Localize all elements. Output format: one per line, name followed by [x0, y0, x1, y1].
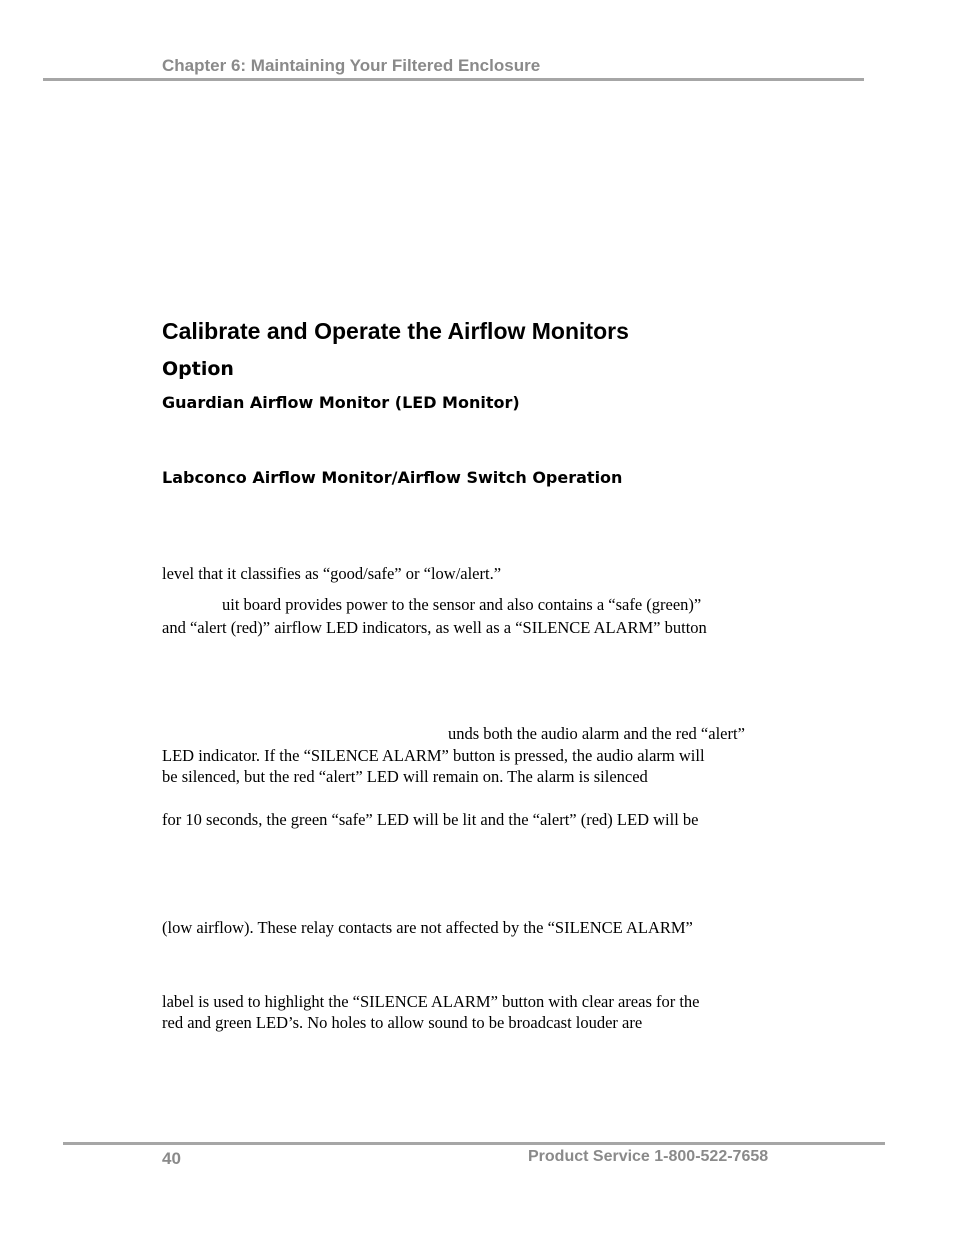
option-heading: Option [162, 358, 234, 380]
body-line: level that it classifies as “good/safe” or “low/alert.” [162, 564, 502, 583]
body-line: (low airflow). These relay contacts are not affected by the “SILENCE ALARM” [162, 918, 693, 937]
body-line: LED indicator. If the “SILENCE ALARM” button is pressed, the audio alarm will [162, 746, 705, 765]
labconco-monitor-heading: Labconco Airflow Monitor/Airflow Switch Operation [162, 468, 623, 487]
footer-divider [63, 1142, 885, 1145]
body-line: uit board provides power to the sensor and also contains a “safe (green)” [222, 595, 702, 614]
body-line: for 10 seconds, the green “safe” LED will be lit and the “alert” (red) LED will be [162, 810, 699, 829]
body-line: be silenced, but the red “alert” LED will remain on. The alarm is silenced [162, 767, 648, 786]
header-divider [43, 78, 864, 81]
product-service-phone: Product Service 1-800-522-7658 [528, 1148, 769, 1165]
body-line: label is used to highlight the “SILENCE ALARM” button with clear areas for the [162, 992, 700, 1011]
guardian-monitor-heading: Guardian Airflow Monitor (LED Monitor) [162, 393, 520, 412]
running-header: Chapter 6: Maintaining Your Filtered Enclosure [162, 56, 541, 75]
section-heading: Calibrate and Operate the Airflow Monitors [162, 318, 629, 344]
body-line: unds both the audio alarm and the red “alert” [448, 724, 745, 743]
page-number: 40 [162, 1149, 181, 1168]
body-line: red and green LED’s. No holes to allow sound to be broadcast louder are [162, 1013, 643, 1032]
body-line: and “alert (red)” airflow LED indicators, as well as a “SILENCE ALARM” button [162, 618, 707, 637]
